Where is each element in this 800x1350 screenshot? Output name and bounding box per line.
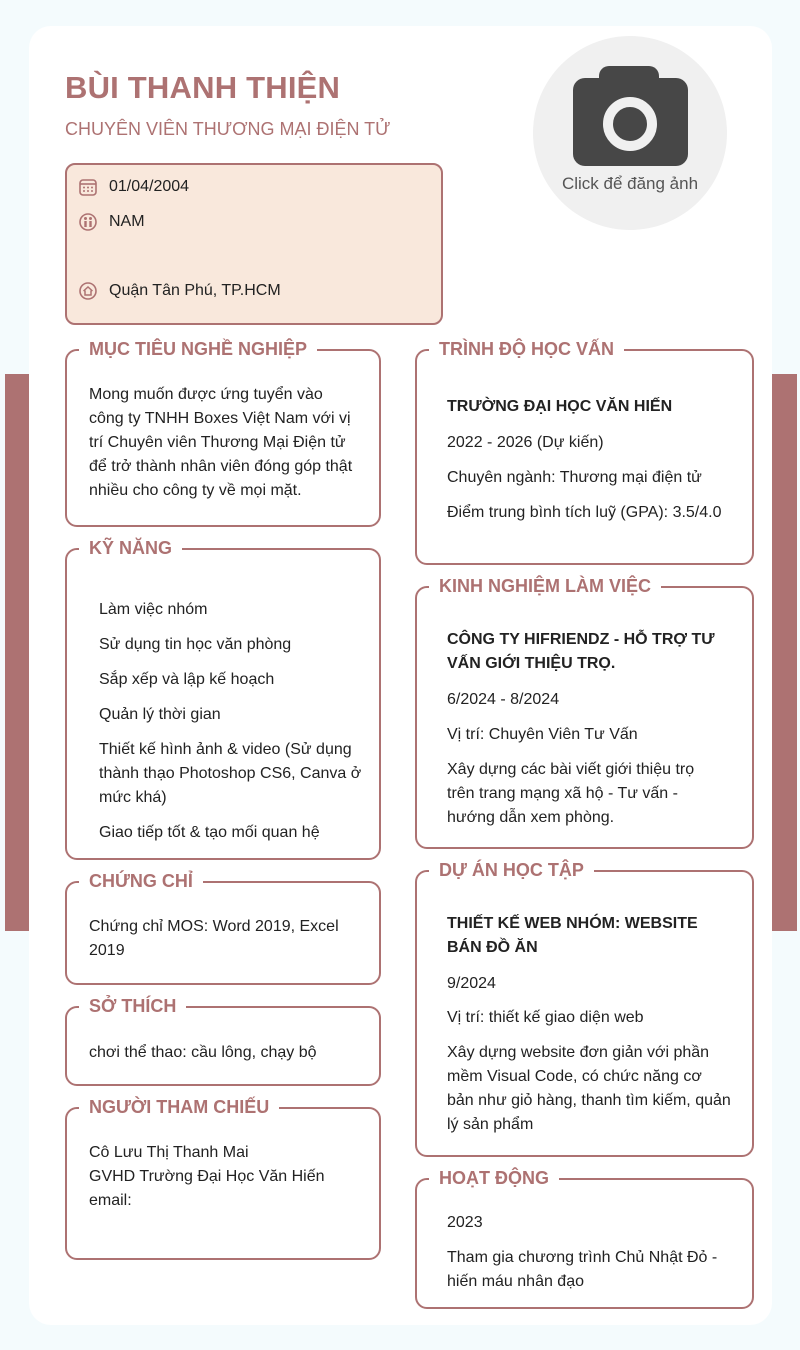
project-title: DỰ ÁN HỌC TẬP <box>429 860 594 881</box>
project-name: THIẾT KẾ WEB NHÓM: WEBSITE BÁN ĐỒ ĂN <box>447 915 698 956</box>
reference-title: NGƯỜI THAM CHIẾU <box>79 1097 279 1118</box>
reference-section <box>65 1097 381 1260</box>
certificates-section <box>65 871 381 985</box>
gender-icon <box>79 213 97 231</box>
skill-item: Sử dụng tin học văn phòng <box>99 636 292 653</box>
activities-section <box>415 1168 754 1309</box>
experience-period: 6/2024 - 8/2024 <box>447 691 560 708</box>
skill-item: Quản lý thời gian <box>99 706 221 723</box>
photo-upload[interactable] <box>533 36 727 230</box>
experience-section <box>415 576 754 849</box>
candidate-job-title: CHUYÊN VIÊN THƯƠNG MẠI ĐIỆN TỬ <box>65 119 391 139</box>
project-period: 9/2024 <box>447 975 496 992</box>
project-section <box>415 860 754 1157</box>
gender-value: NAM <box>109 213 145 230</box>
hobbies-title: SỞ THÍCH <box>79 996 186 1017</box>
camera-lens-icon <box>603 97 657 151</box>
education-school: TRƯỜNG ĐẠI HỌC VĂN HIẾN <box>447 398 673 415</box>
address-row <box>79 282 281 300</box>
experience-description: Xây dựng các bài viết giới thiệu trọ trên trang mạng xã hộ - Tư vấn - hướng dẫn xem phòng. <box>447 761 695 826</box>
dob-value: 01/04/2004 <box>109 178 190 195</box>
education-title: TRÌNH ĐỘ HỌC VẤN <box>429 339 624 360</box>
hobbies-section <box>65 996 381 1086</box>
gender-row <box>79 213 145 231</box>
calendar-icon <box>79 178 97 196</box>
skill-item: Sắp xếp và lập kế hoạch <box>99 671 275 688</box>
reference-email: email: <box>89 1192 132 1209</box>
dob-row <box>79 178 189 196</box>
reference-role: GVHD Trường Đại Học Văn Hiến <box>89 1168 325 1185</box>
photo-caption: Click để đăng ảnh <box>561 174 699 193</box>
activities-year: 2023 <box>447 1214 483 1231</box>
right-side-band <box>772 374 797 931</box>
skill-item: Thiết kế hình ảnh & video (Sử dụng thành thạo Photoshop CS6, Canva ở mức khá) <box>99 741 362 806</box>
certificates-text: Chứng chỉ MOS: Word 2019, Excel 2019 <box>89 918 339 959</box>
objective-title: MỤC TIÊU NGHỀ NGHIỆP <box>79 339 317 360</box>
education-major: Chuyên ngành: Thương mại điện tử <box>447 469 702 486</box>
candidate-name: BÙI THANH THIỆN <box>65 70 341 105</box>
left-side-band <box>5 374 30 931</box>
skill-item: Làm việc nhóm <box>99 601 208 618</box>
objective-text: Mong muốn được ứng tuyển vào công ty TNHH Boxes Việt Nam với vị trí Chuyên viên Thương Mại Điện tử để trở thành nhân viên đóng góp thật nhiều cho công ty về mọi mặt. <box>89 386 353 499</box>
reference-name: Cô Lưu Thị Thanh Mai <box>89 1144 249 1161</box>
personal-info-box <box>65 163 443 325</box>
skills-title: KỸ NĂNG <box>79 538 182 559</box>
skills-section <box>65 538 381 860</box>
project-description: Xây dựng website đơn giản với phần mềm Visual Code, có chức năng cơ bản như giỏ hàng, thanh tìm kiếm, quản lý sản phẩm <box>447 1044 731 1133</box>
skill-item: Giao tiếp tốt & tạo mối quan hệ <box>99 824 320 841</box>
objective-section <box>65 339 381 527</box>
address-value: Quận Tân Phú, TP.HCM <box>109 282 281 299</box>
education-period: 2022 - 2026 (Dự kiến) <box>447 434 604 451</box>
education-section <box>415 339 754 565</box>
activities-description: Tham gia chương trình Chủ Nhật Đỏ - hiến máu nhân đạo <box>447 1249 718 1290</box>
activities-title: HOẠT ĐỘNG <box>429 1168 559 1189</box>
project-position: Vị trí: thiết kế giao diện web <box>447 1009 644 1026</box>
education-gpa: Điểm trung bình tích luỹ (GPA): 3.5/4.0 <box>447 504 722 521</box>
experience-company: CÔNG TY HIFRIENDZ - HỖ TRỢ TƯ VẤN GIỚI THIỆU TRỌ. <box>447 631 715 672</box>
experience-position: Vị trí: Chuyên Viên Tư Vấn <box>447 726 638 743</box>
certificates-title: CHỨNG CHỈ <box>79 871 203 892</box>
hobbies-text: chơi thể thao: cầu lông, chạy bộ <box>89 1044 317 1061</box>
home-icon <box>79 282 97 300</box>
experience-title: KINH NGHIỆM LÀM VIỆC <box>429 576 661 597</box>
